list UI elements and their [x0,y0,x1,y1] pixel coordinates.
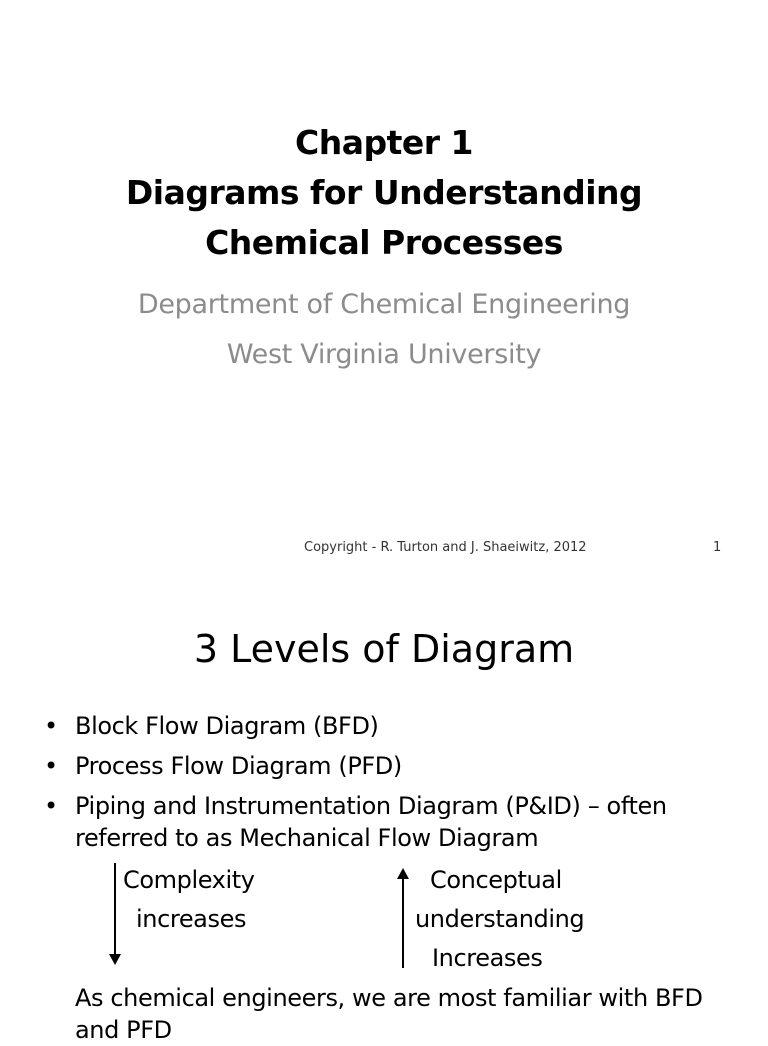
slide-2 [0,580,768,1044]
title-line: Chapter 1 [295,123,473,162]
list-item [44,710,734,742]
bullet-icon: • [44,712,58,740]
title-line: Chemical Processes [205,223,563,262]
bullet-text: Piping and Instrumentation Diagram (P&ID) – often referred to as Mechanical Flow Diagram [75,792,667,852]
complexity-label: Complexity [123,866,255,894]
slide-subtitle [0,280,768,380]
slide-title [0,118,768,268]
increases-label: Increases [432,944,543,972]
bullet-icon: • [44,792,58,820]
list-item [44,790,734,854]
bullet-text: Process Flow Diagram (PFD) [75,752,402,780]
closing-text: As chemical engineers, we are most familiar with BFD and PFD [75,984,703,1044]
university-name: West Virginia University [226,339,542,370]
bullet-list [44,710,734,862]
bullet-icon: • [44,752,58,780]
copyright-footer: Copyright - R. Turton and J. Shaeiwitz, 2012 [304,540,587,555]
arrow-up-head-icon [397,868,409,879]
arrow-up-icon [402,878,404,968]
arrow-down-head-icon [109,954,121,965]
page-number: 1 [713,540,722,555]
arrow-down-icon [114,863,116,956]
slide-title: 3 Levels of Diagram [193,627,575,671]
list-item [44,750,734,782]
title-line: Diagrams for Understanding [125,173,643,212]
bullet-text: Block Flow Diagram (BFD) [75,712,379,740]
understanding-label: understanding [415,905,585,933]
increases-label: increases [136,905,247,933]
department-name: Department of Chemical Engineering [137,289,631,320]
conceptual-label: Conceptual [430,866,562,894]
